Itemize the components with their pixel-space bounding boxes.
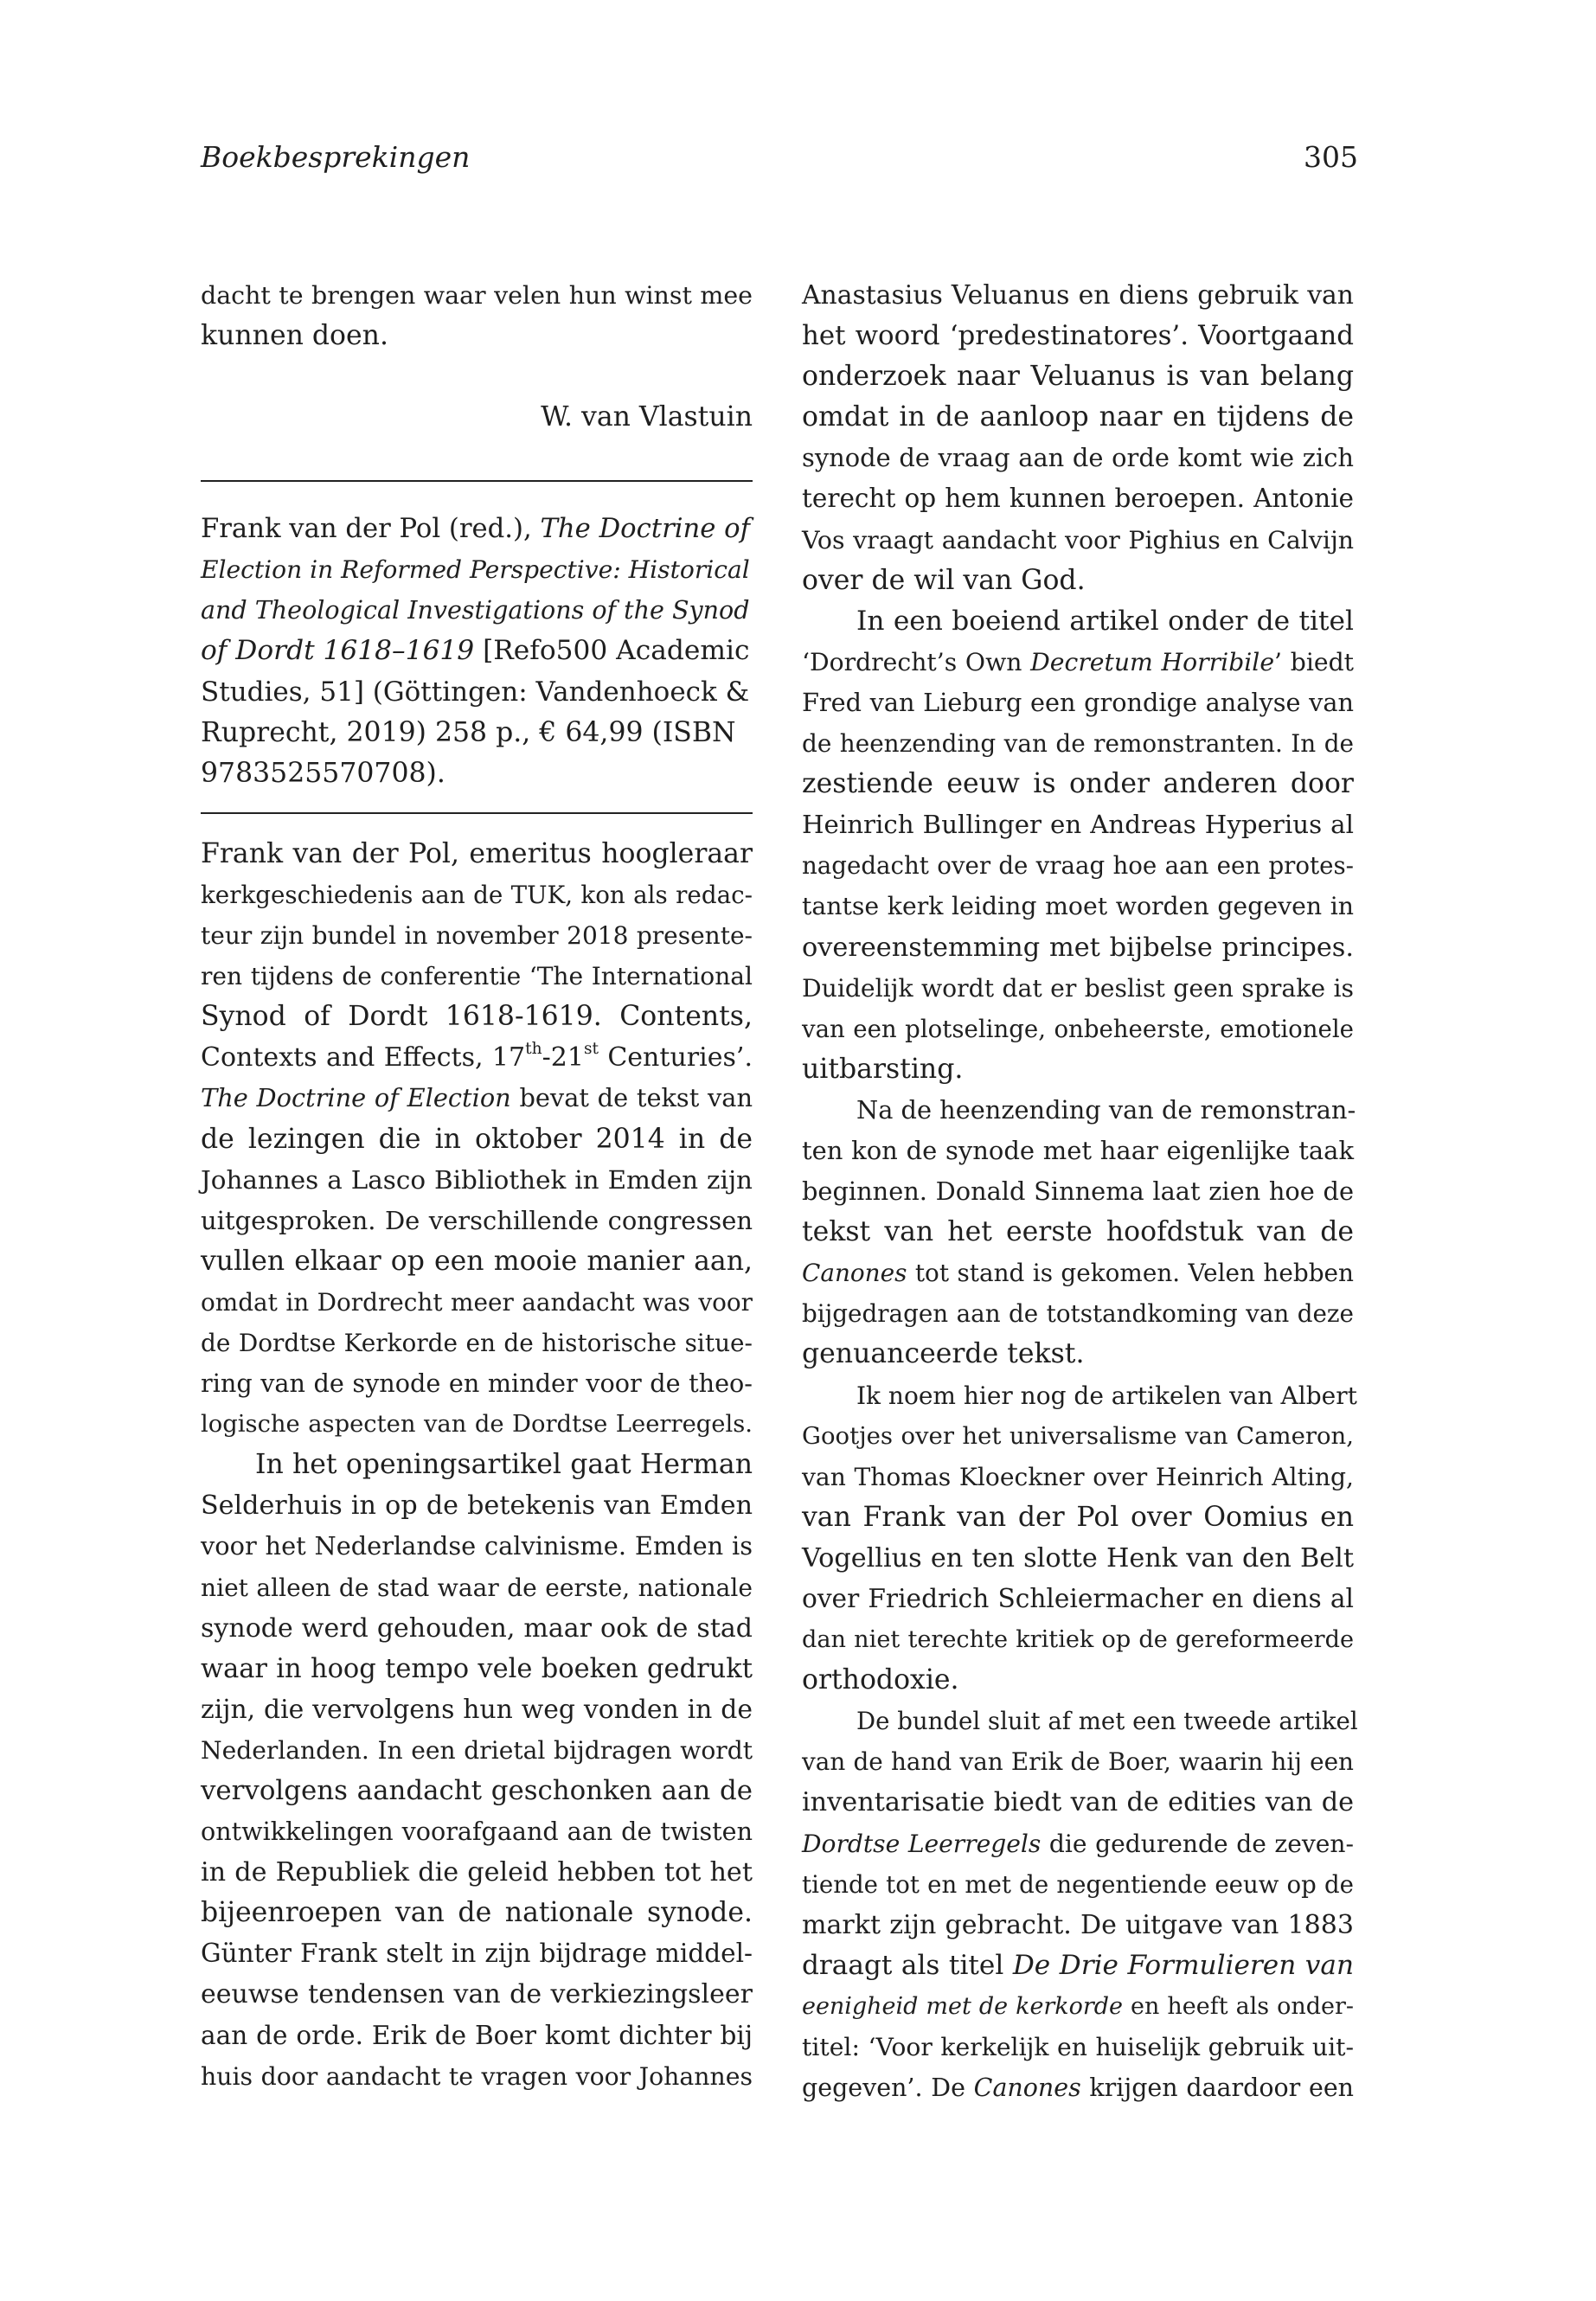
text-line: van Thomas Kloeckner over Heinrich Alting, bbox=[802, 1462, 1354, 1491]
italic-title: Dordtse Leerregels bbox=[802, 1829, 1042, 1858]
text-line: vervolgens aandacht geschonken aan de bbox=[201, 1775, 753, 1806]
text-line: bijgedragen aan de totstandkoming van deze bbox=[802, 1299, 1354, 1329]
italic-title: Canones bbox=[802, 1259, 907, 1288]
text-line: tiende tot en met de negentiende eeuw op de bbox=[802, 1869, 1354, 1899]
text-line: dan niet terechte kritiek op de gereformeerde bbox=[802, 1626, 1354, 1654]
text-line: over Friedrich Schleiermacher en diens al bbox=[802, 1584, 1354, 1613]
text-run: Frank van der Pol (red.), bbox=[201, 514, 541, 545]
text-line: onderzoek naar Veluanus is van belang bbox=[802, 361, 1354, 393]
book-title-part: and Theological Investigations of the Synod bbox=[201, 595, 750, 625]
text-line: de heenzending van de remonstranten. In de bbox=[802, 729, 1354, 759]
text-line: nagedacht over de vraag hoe aan een protes- bbox=[802, 851, 1354, 881]
text-line bbox=[802, 1253, 1354, 1293]
text-line: zestiende eeuw is onder anderen door bbox=[802, 768, 1354, 800]
italic-title: eenigheid met de kerkorde bbox=[802, 1992, 1124, 2020]
text-run: bevat de tekst van bbox=[510, 1083, 753, 1113]
reviewer-signature: W. van Vlastuin bbox=[541, 401, 753, 433]
text-run: Contexts and Effects, 17 bbox=[201, 1042, 526, 1074]
text-line: van een plotselinge, onbeheerste, emotionele bbox=[802, 1014, 1354, 1043]
text-line: In het openingsartikel gaat Herman bbox=[255, 1449, 753, 1481]
text-line: omdat in Dordrecht meer aandacht was voor bbox=[201, 1287, 753, 1317]
text-line: genuanceerde tekst. bbox=[802, 1338, 1085, 1370]
text-line: Ruprecht, 2019) 258 p., € 64,99 (ISBN bbox=[201, 716, 736, 748]
text-line: tantse kerk leiding moet worden gegeven in bbox=[802, 892, 1354, 921]
text-line: in de Republiek die geleid hebben tot het bbox=[201, 1857, 753, 1888]
text-line: synode werd gehouden, maar ook de stad bbox=[201, 1612, 753, 1644]
text-run: krijgen daardoor een bbox=[1080, 2073, 1354, 2103]
text-line bbox=[802, 2067, 1354, 2108]
page-number: 305 bbox=[1304, 140, 1358, 174]
running-head: Boekbesprekingen bbox=[201, 140, 471, 174]
text-line: orthodoxie. bbox=[802, 1664, 959, 1696]
text-line: ontwikkelingen voorafgaand aan de twisten bbox=[201, 1817, 753, 1847]
text-line: over de wil van God. bbox=[802, 564, 1086, 596]
text-line bbox=[201, 1078, 753, 1118]
text-line: de Dordtse Kerkorde en de historische situe- bbox=[201, 1328, 753, 1357]
text-run: ‘Dordrecht’s Own bbox=[802, 647, 1031, 676]
text-line: omdat in de aanloop naar en tijdens de bbox=[802, 401, 1354, 433]
text-line: 9783525570708). bbox=[201, 757, 445, 789]
text-run: draagt als titel bbox=[802, 1949, 1013, 1981]
text-line: Johannes a Lasco Bibliothek in Emden zijn bbox=[201, 1164, 753, 1195]
italic-title: The Doctrine of Election bbox=[201, 1083, 511, 1113]
text-line: Duidelijk wordt dat er beslist geen sprake is bbox=[802, 973, 1354, 1003]
text-line: ten kon de synode met haar eigenlijke taak bbox=[802, 1135, 1354, 1165]
text-line: inventarisatie biedt van de edities van de bbox=[802, 1787, 1354, 1818]
italic-title: Decretum Horribile bbox=[1030, 647, 1275, 676]
book-title-part: Election in Reformed Perspective: Historical bbox=[201, 555, 750, 585]
superscript: th bbox=[525, 1040, 542, 1059]
text-line: Na de heenzending van de remonstran- bbox=[856, 1094, 1356, 1125]
text-line: In een boeiend artikel onder de titel bbox=[856, 605, 1354, 637]
book-title-part: of Dordt 1618–1619 bbox=[201, 635, 475, 667]
text-line: Günter Frank stelt in zijn bijdrage middel- bbox=[201, 1939, 753, 1969]
book-title-part: The Doctrine of bbox=[540, 514, 750, 545]
superscript: st bbox=[583, 1040, 599, 1059]
text-run: Centuries’. bbox=[598, 1042, 753, 1074]
text-line: van Frank van der Pol over Oomius en bbox=[802, 1501, 1354, 1533]
text-line: vullen elkaar op een mooie manier aan, bbox=[201, 1245, 753, 1277]
text-line: beginnen. Donald Sinnema laat zien hoe de bbox=[802, 1176, 1354, 1207]
text-line bbox=[201, 1037, 753, 1078]
text-line bbox=[802, 1823, 1354, 1864]
text-line: Frank van der Pol, emeritus hoogleraar bbox=[201, 837, 753, 869]
italic-title: De Drie Formulieren van bbox=[1012, 1949, 1354, 1981]
text-line: Nederlanden. In een drietal bijdragen wordt bbox=[201, 1735, 753, 1765]
text-line: ren tijdens de conferentie ‘The International bbox=[201, 962, 753, 991]
text-line: De bundel sluit af met een tweede artikel bbox=[856, 1707, 1358, 1736]
text-line: eeuwse tendensen van de verkiezingsleer bbox=[201, 1979, 753, 2010]
text-run: ’ biedt bbox=[1274, 647, 1354, 676]
text-line bbox=[802, 1945, 1354, 1986]
text-run: -21 bbox=[542, 1042, 584, 1074]
text-line: synode de vraag aan de orde komt wie zich bbox=[802, 443, 1354, 473]
text-line: zijn, die vervolgens hun weg vonden in de bbox=[201, 1694, 753, 1725]
review-body-left bbox=[201, 834, 753, 2097]
text-line: de lezingen die in oktober 2014 in de bbox=[201, 1123, 753, 1155]
text-line bbox=[802, 642, 1354, 683]
text-run: gegeven’. De bbox=[802, 2073, 974, 2103]
text-line: van de hand van Erik de Boer, waarin hij een bbox=[802, 1747, 1354, 1777]
text-line: kunnen doen. bbox=[201, 320, 388, 352]
text-line: Vogellius en ten slotte Henk van den Belt bbox=[802, 1542, 1354, 1574]
text-line: waar in hoog tempo vele boeken gedrukt bbox=[201, 1653, 753, 1684]
text-line: titel: ‘Voor kerkelijk en huiselijk gebruik uit- bbox=[802, 2033, 1354, 2062]
text-line: Gootjes over het universalisme van Cameron, bbox=[802, 1421, 1354, 1450]
text-line: ring van de synode en minder voor de theo- bbox=[201, 1368, 753, 1399]
italic-title: Canones bbox=[973, 2073, 1081, 2103]
text-line: uitgesproken. De verschillende congressen bbox=[201, 1205, 753, 1235]
text-line: Studies, 51] (Göttingen: Vandenhoeck & bbox=[201, 676, 750, 708]
text-run: en heeft als onder- bbox=[1123, 1992, 1354, 2020]
right-column bbox=[802, 275, 1358, 2108]
text-line: teur zijn bundel in november 2018 presente- bbox=[201, 921, 753, 951]
text-line: Synod of Dordt 1618-1619. Contents, bbox=[201, 1001, 753, 1033]
text-run: [Refo500 Academic bbox=[474, 635, 750, 667]
text-line: Selderhuis in op de betekenis van Emden bbox=[201, 1490, 753, 1522]
text-run: tot stand is gekomen. Velen hebben bbox=[907, 1259, 1354, 1288]
text-line bbox=[802, 1986, 1354, 2027]
text-line: uitbarsting. bbox=[802, 1053, 964, 1085]
text-line: Ik noem hier nog de artikelen van Albert bbox=[856, 1381, 1357, 1410]
text-line: terecht op hem kunnen beroepen. Antonie bbox=[802, 484, 1354, 514]
text-line: voor het Nederlandse calvinisme. Emden is bbox=[201, 1531, 753, 1561]
text-line: bijeenroepen van de nationale synode. bbox=[201, 1897, 753, 1929]
text-line: markt zijn gebracht. De uitgave van 1883 bbox=[802, 1909, 1354, 1940]
text-line: kerkgeschiedenis aan de TUK, kon als redac- bbox=[201, 880, 753, 909]
text-line: niet alleen de stad waar de eerste, nationale bbox=[201, 1573, 753, 1602]
left-column bbox=[201, 275, 753, 2097]
text-line: aan de orde. Erik de Boer komt dichter bij bbox=[201, 2020, 753, 2050]
text-run: die gedurende de zeven- bbox=[1041, 1829, 1354, 1858]
text-line: tekst van het eerste hoofdstuk van de bbox=[802, 1216, 1354, 1248]
text-line: logische aspecten van de Dordtse Leerregels. bbox=[201, 1411, 753, 1439]
citation-bottom-rule bbox=[201, 812, 753, 814]
citation-top-rule bbox=[201, 480, 753, 482]
text-line: huis door aandacht te vragen voor Johannes bbox=[201, 2061, 753, 2091]
text-line: overeenstemming met bijbelse principes. bbox=[802, 932, 1354, 963]
book-citation bbox=[201, 509, 753, 794]
text-line: dacht te brengen waar velen hun winst mee bbox=[201, 281, 753, 310]
text-line: Anastasius Veluanus en diens gebruik van bbox=[802, 280, 1354, 311]
text-line: Fred van Lieburg een grondige analyse van bbox=[802, 687, 1354, 717]
text-line: Heinrich Bullinger en Andreas Hyperius al bbox=[802, 810, 1354, 840]
text-line: het woord ‘predestinatores’. Voortgaand bbox=[802, 320, 1354, 352]
text-line: Vos vraagt aandacht voor Pighius en Calvijn bbox=[802, 525, 1354, 554]
